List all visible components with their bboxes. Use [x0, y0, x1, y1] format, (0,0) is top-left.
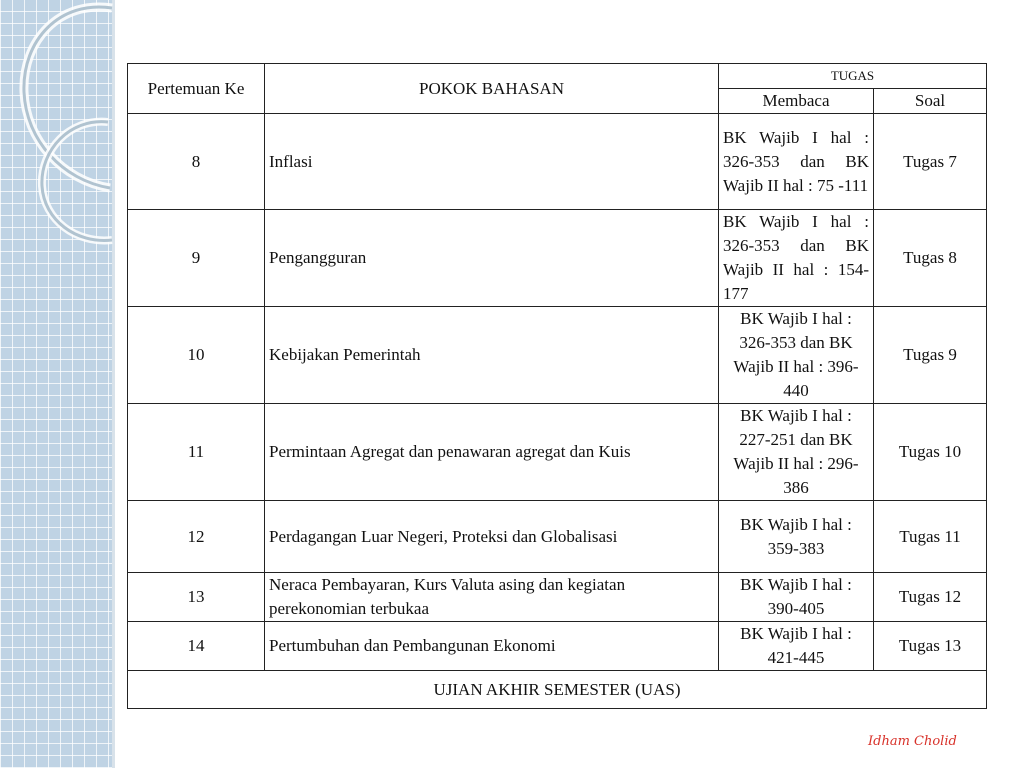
- meeting-number: 14: [128, 622, 265, 671]
- final-exam-row: [128, 671, 987, 709]
- topic-cell: Perdagangan Luar Negeri, Proteksi dan Globalisasi: [265, 501, 719, 573]
- header-tasks: TUGAS: [719, 64, 987, 89]
- exercise-cell: Tugas 13: [874, 622, 987, 671]
- topic-cell: Permintaan Agregat dan penawaran agregat dan Kuis: [265, 404, 719, 501]
- meeting-number: 9: [128, 210, 265, 307]
- exercise-cell: Tugas 7: [874, 114, 987, 210]
- exercise-cell: Tugas 10: [874, 404, 987, 501]
- meeting-number: 11: [128, 404, 265, 501]
- table-row: [128, 622, 987, 671]
- reading-cell: BK Wajib I hal : 326-353 dan BK Wajib II hal : 396-440: [719, 307, 874, 404]
- reading-cell: BK Wajib I hal : 227-251 dan BK Wajib II hal : 296-386: [719, 404, 874, 501]
- exercise-cell: Tugas 11: [874, 501, 987, 573]
- table-row: [128, 114, 987, 210]
- reading-cell: BK Wajib I hal : 421-445: [719, 622, 874, 671]
- course-schedule-table: [127, 63, 987, 709]
- reading-cell: BK Wajib I hal : 390-405: [719, 573, 874, 622]
- header-meeting: Pertemuan Ke: [128, 64, 265, 114]
- meeting-number: 13: [128, 573, 265, 622]
- exercise-cell: Tugas 9: [874, 307, 987, 404]
- topic-cell: Kebijakan Pemerintah: [265, 307, 719, 404]
- reading-cell: BK Wajib I hal : 326-353 dan BK Wajib II hal : 154-177: [719, 210, 874, 307]
- reading-cell: BK Wajib I hal : 359-383: [719, 501, 874, 573]
- header-reading: Membaca: [719, 89, 874, 114]
- header-topic: POKOK BAHASAN: [265, 64, 719, 114]
- decorative-swirl-graphic: [0, 0, 125, 260]
- table-row: [128, 501, 987, 573]
- table-row: [128, 404, 987, 501]
- meeting-number: 10: [128, 307, 265, 404]
- table-row: [128, 210, 987, 307]
- topic-cell: Inflasi: [265, 114, 719, 210]
- table-row: [128, 573, 987, 622]
- table-row: [128, 307, 987, 404]
- topic-cell: Pengangguran: [265, 210, 719, 307]
- meeting-number: 8: [128, 114, 265, 210]
- exercise-cell: Tugas 8: [874, 210, 987, 307]
- topic-cell: Neraca Pembayaran, Kurs Valuta asing dan kegiatan perekonomian terbukaa: [265, 573, 719, 622]
- topic-cell: Pertumbuhan dan Pembangunan Ekonomi: [265, 622, 719, 671]
- reading-cell: BK Wajib I hal : 326-353 dan BK Wajib II hal : 75 -111: [719, 114, 874, 210]
- header-exercise: Soal: [874, 89, 987, 114]
- meeting-number: 12: [128, 501, 265, 573]
- final-exam-label: UJIAN AKHIR SEMESTER (UAS): [128, 671, 987, 709]
- exercise-cell: Tugas 12: [874, 573, 987, 622]
- author-signature: Idham Cholid: [868, 734, 957, 749]
